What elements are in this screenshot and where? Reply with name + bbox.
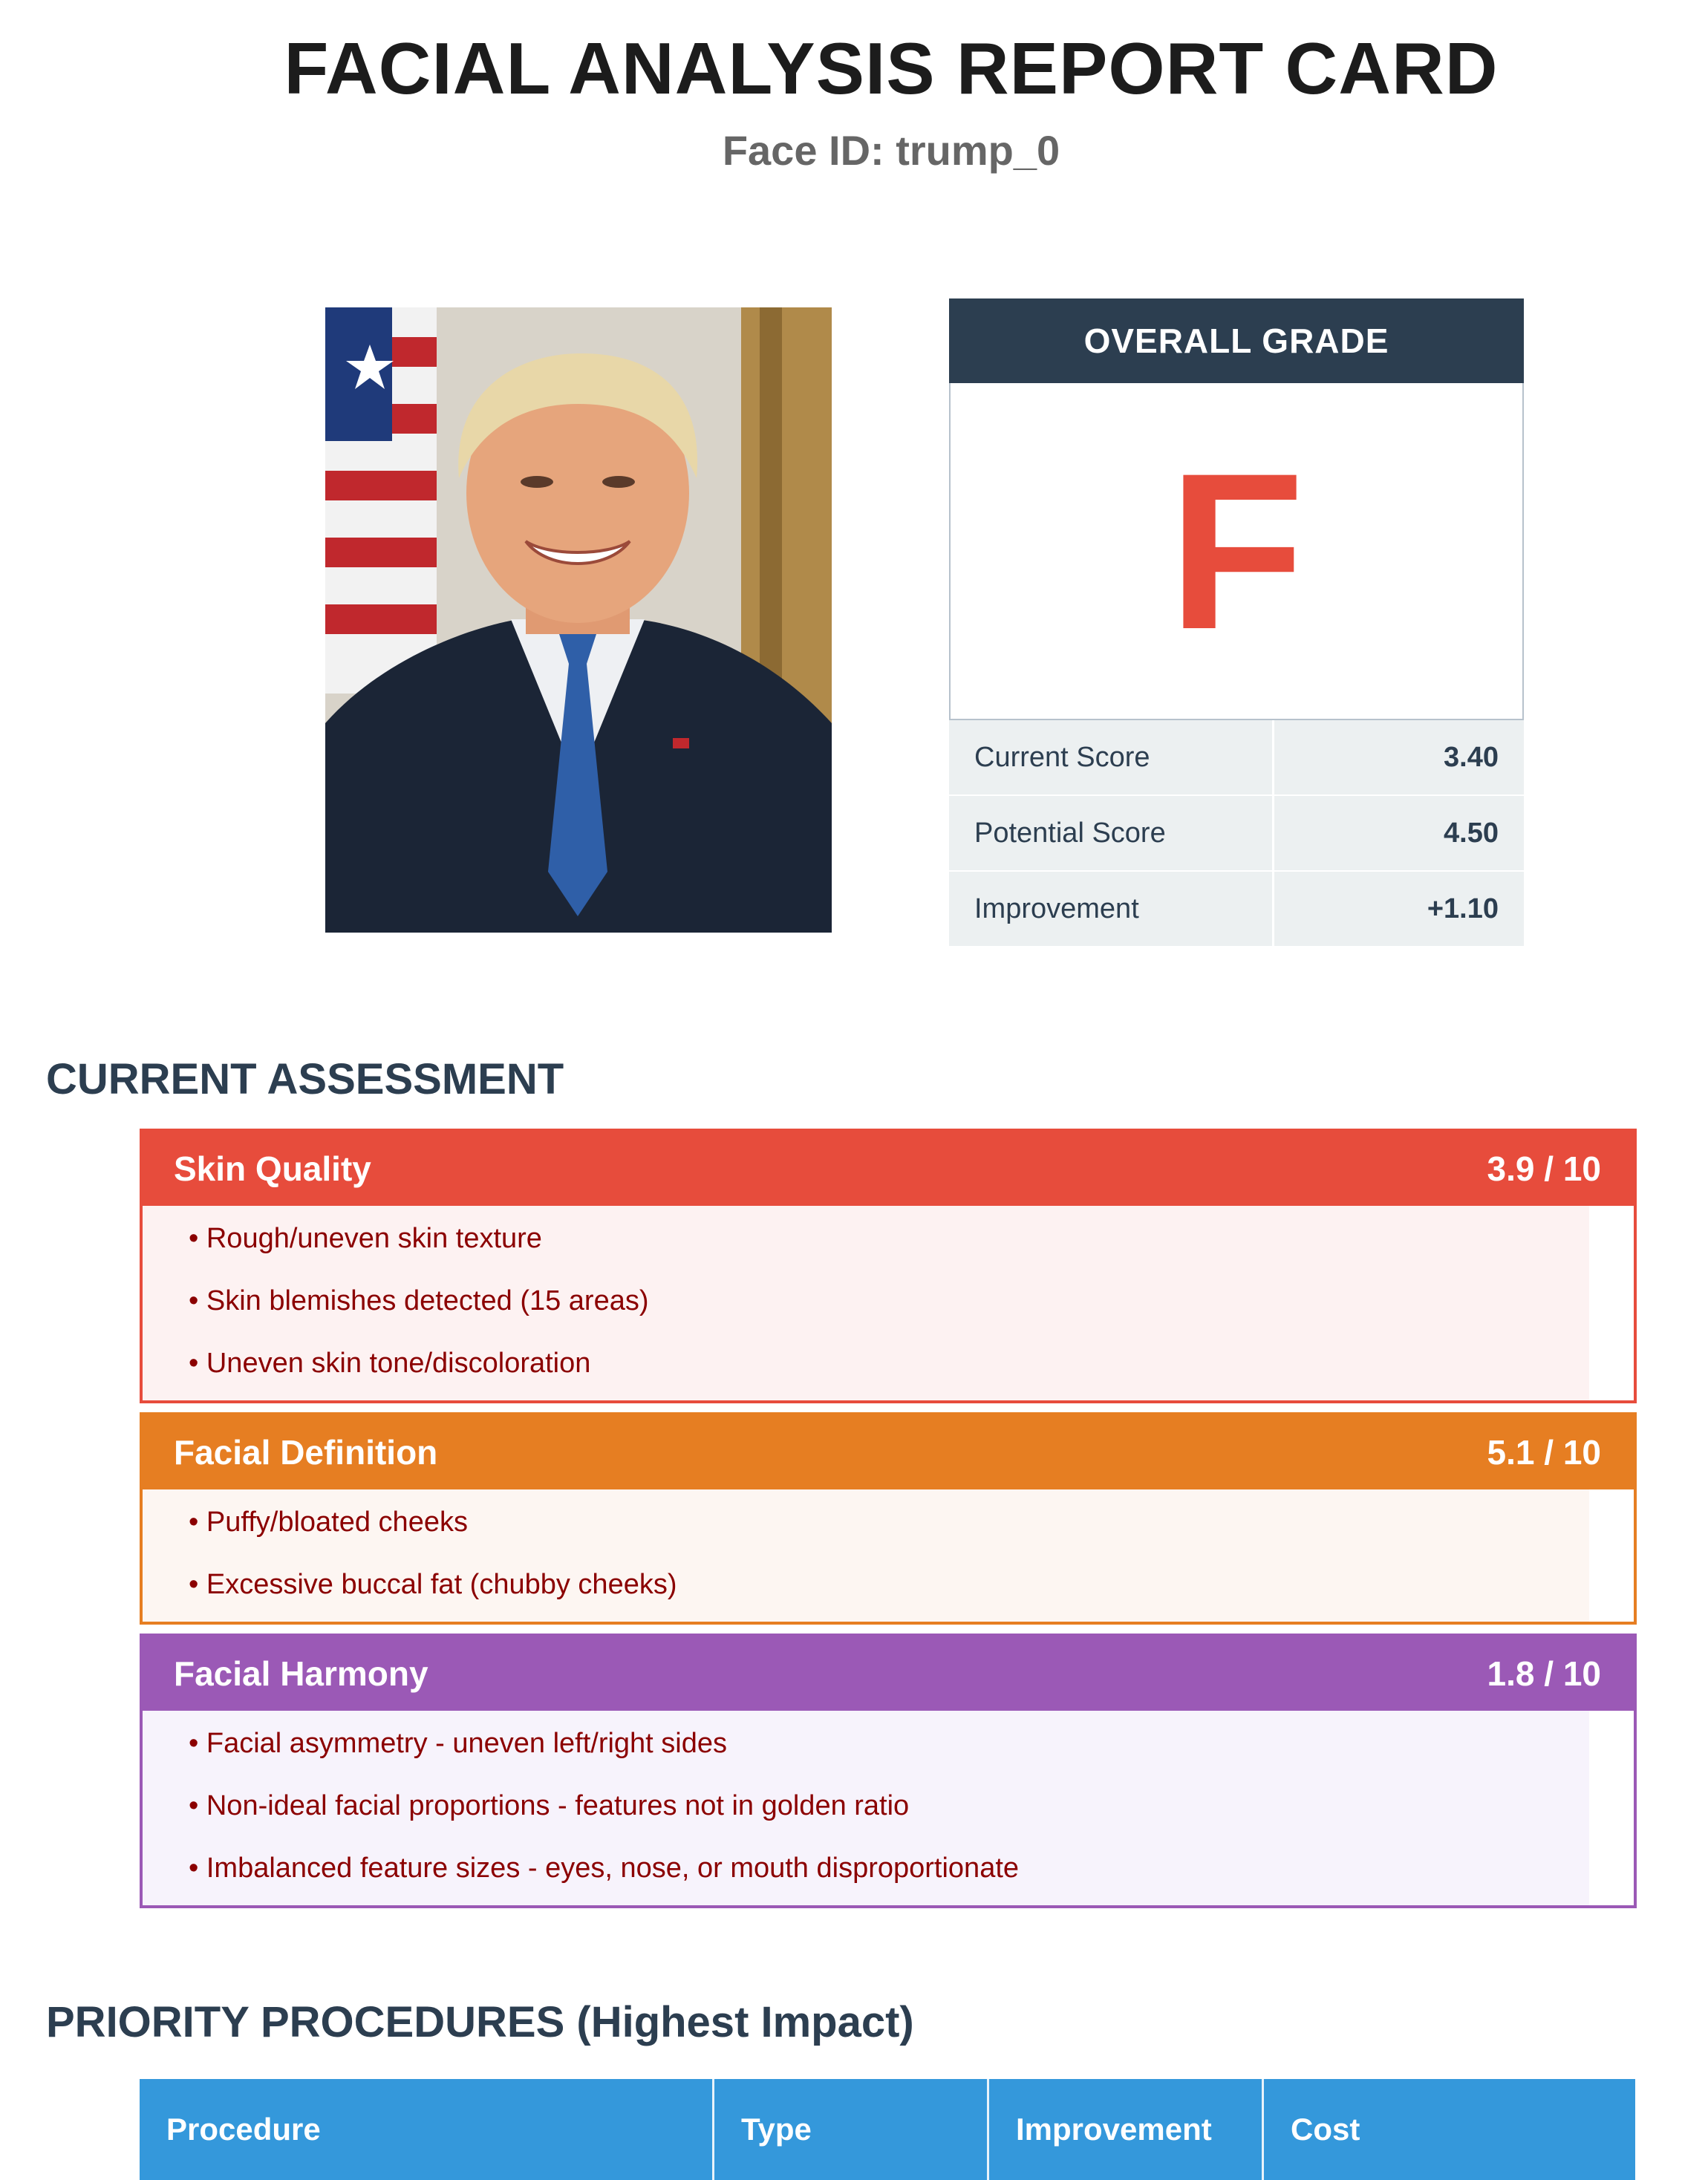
- score-row-improvement: [949, 871, 1524, 947]
- score-value: +1.10: [1274, 871, 1525, 947]
- category-name: Facial Harmony: [174, 1654, 428, 1693]
- facial-definition-card: [140, 1412, 1637, 1625]
- category-score: 5.1 / 10: [1487, 1433, 1601, 1472]
- portrait-photo: [325, 307, 832, 933]
- category-score: 1.8 / 10: [1487, 1654, 1601, 1693]
- report-title: FACIAL ANALYSIS REPORT CARD: [284, 27, 1499, 109]
- category-name: Skin Quality: [174, 1149, 371, 1188]
- card-header: [143, 1132, 1634, 1206]
- overall-grade-box: [949, 383, 1524, 720]
- finding-item: • Facial asymmetry - uneven left/right sides: [189, 1728, 728, 1759]
- card-header: [143, 1415, 1634, 1489]
- priority-procedures-title: PRIORITY PROCEDURES (Highest Impact): [46, 1998, 914, 2046]
- category-name: Facial Definition: [174, 1433, 438, 1472]
- score-value: 3.40: [1274, 720, 1525, 795]
- finding-item: • Skin blemishes detected (15 areas): [189, 1285, 649, 1316]
- grade-letter: F: [1168, 426, 1305, 676]
- column-header-improvement: Improvement: [989, 2079, 1264, 2180]
- score-label: Improvement: [949, 871, 1274, 947]
- column-header-type: Type: [714, 2079, 989, 2180]
- finding-item: • Rough/uneven skin texture: [189, 1223, 542, 1254]
- overall-grade-header: OVERALL GRADE: [949, 298, 1524, 383]
- score-label: Potential Score: [949, 795, 1274, 871]
- finding-item: • Excessive buccal fat (chubby cheeks): [189, 1569, 677, 1600]
- current-assessment-title: CURRENT ASSESSMENT: [46, 1055, 564, 1103]
- finding-item: • Puffy/bloated cheeks: [189, 1507, 468, 1538]
- score-label: Current Score: [949, 720, 1274, 795]
- score-value: 4.50: [1274, 795, 1525, 871]
- score-table: [949, 720, 1524, 947]
- procedures-table-header: [140, 2079, 1635, 2180]
- finding-item: • Uneven skin tone/discoloration: [189, 1348, 591, 1379]
- face-id: Face ID: trump_0: [722, 127, 1060, 174]
- category-score: 3.9 / 10: [1487, 1149, 1601, 1188]
- finding-item: • Non-ideal facial proportions - features not in golden ratio: [189, 1790, 910, 1821]
- skin-quality-card: [140, 1129, 1637, 1403]
- column-header-cost: Cost: [1291, 2112, 1360, 2147]
- facial-harmony-card: [140, 1634, 1637, 1908]
- finding-item: • Imbalanced feature sizes - eyes, nose, or mouth disproportionate: [189, 1853, 1020, 1884]
- score-row-current: [949, 720, 1524, 795]
- score-row-potential: [949, 795, 1524, 871]
- column-header-procedure: Procedure: [140, 2079, 714, 2180]
- card-header: [143, 1636, 1634, 1711]
